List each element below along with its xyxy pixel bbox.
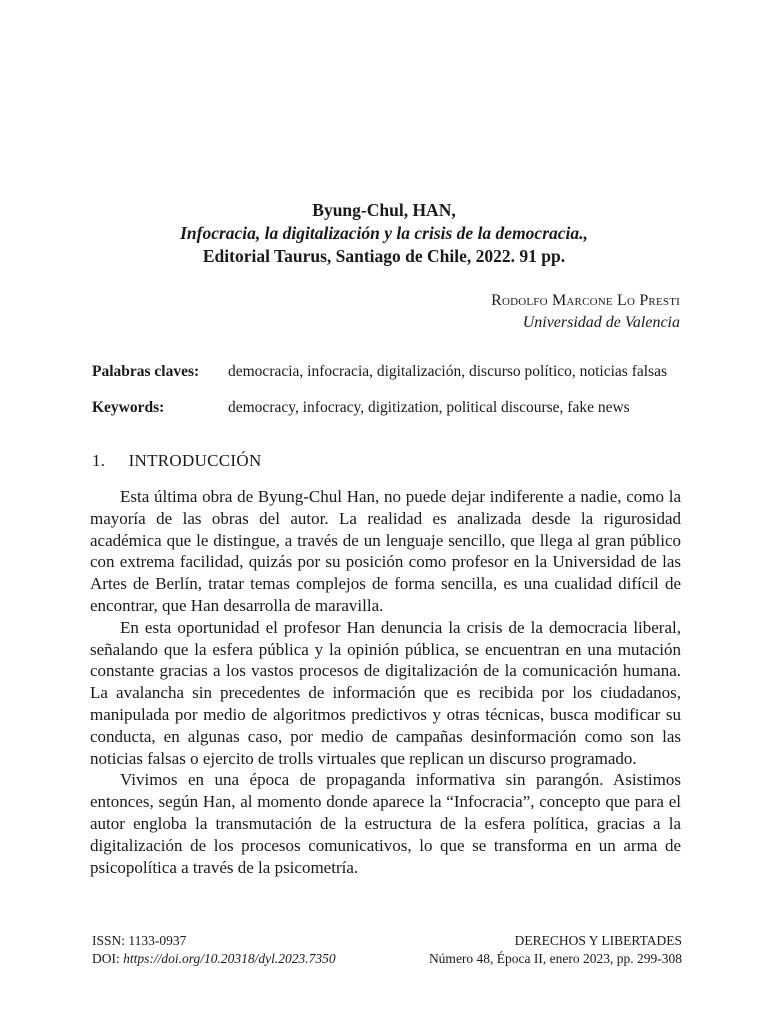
footer-right (429, 932, 682, 968)
book-publisher: Editorial Taurus, Santiago de Chile, 2022. 91 pp. (202, 246, 566, 266)
keywords-english-label: Keywords: (92, 399, 165, 416)
reviewer-institution: Universidad de Valencia (522, 314, 680, 331)
keywords-english-value: democracy, infocracy, digitization, political discourse, fake news (228, 399, 630, 416)
body-text (90, 486, 681, 878)
doi-line (92, 950, 336, 968)
section-heading (92, 450, 262, 472)
doi-link[interactable]: https://doi.org/10.20318/dyl.2023.7350 (123, 951, 336, 966)
reviewer-block (491, 290, 680, 334)
paragraph: Esta última obra de Byung-Chul Han, no puede dejar indiferente a nadie, como la mayoría de las obras del autor. La realidad es analizada desde la rigurosidad académica que le distingue, a través de un lenguaje sencillo, que llega al gran público con extrema facilidad, quizás por su posición como profesor en la Universidad de las Artes de Berlín, tratar temas complejos de forma sencilla, es una cualidad difícil de encontrar, que Han desarrolla de maravilla. (90, 487, 681, 615)
keywords-spanish-value: democracia, infocracia, digitalización, discurso político, noticias falsas (228, 363, 668, 380)
footer-left (92, 932, 336, 968)
book-title: Infocracia, la digitalización y la crisis de la democracia., (180, 223, 588, 243)
section-number: 1. (92, 451, 106, 470)
keywords-spanish-label: Palabras claves: (92, 363, 200, 380)
book-author: Byung-Chul, HAN, (312, 200, 456, 220)
paragraph: En esta oportunidad el profesor Han denuncia la crisis de la democracia liberal, señalando que la esfera pública y la opinión pública, se encuentran en una mutación constante gracias a los vastos procesos de digitalización de la comunicación humana. La avalancha sin precedentes de información que es recibida por los ciudadanos, manipulada por medio de algoritmos predictivos y otras técnicas, busca modificar su conducta, en algunas caso, por medio de campañas desinformación como son las noticias falsas o ejercito de trolls virtuales que replican un discurso programado. (90, 617, 681, 768)
journal-name: DERECHOS Y LIBERTADES (514, 933, 682, 948)
paragraph: Vivimos en una época de propaganda informativa sin parangón. Asistimos entonces, según Han, al momento donde aparece la “Infocracia”, concepto que para el autor engloba la transmutación de la estructura de la esfera política, gracias a la digitalización de los procesos comunicativos, lo que se transforma en un arma de psicopolítica a través de la psicometría. (90, 770, 681, 877)
issue-info: Número 48, Época II, enero 2023, pp. 299-308 (428, 951, 682, 966)
reviewer-name: Rodolfo Marcone Lo Presti (491, 292, 680, 309)
book-reference-header (90, 199, 678, 268)
issn: ISSN: 1133-0937 (92, 933, 187, 948)
section-title: INTRODUCCIÓN (128, 451, 262, 470)
doi-label: DOI: (92, 951, 120, 966)
